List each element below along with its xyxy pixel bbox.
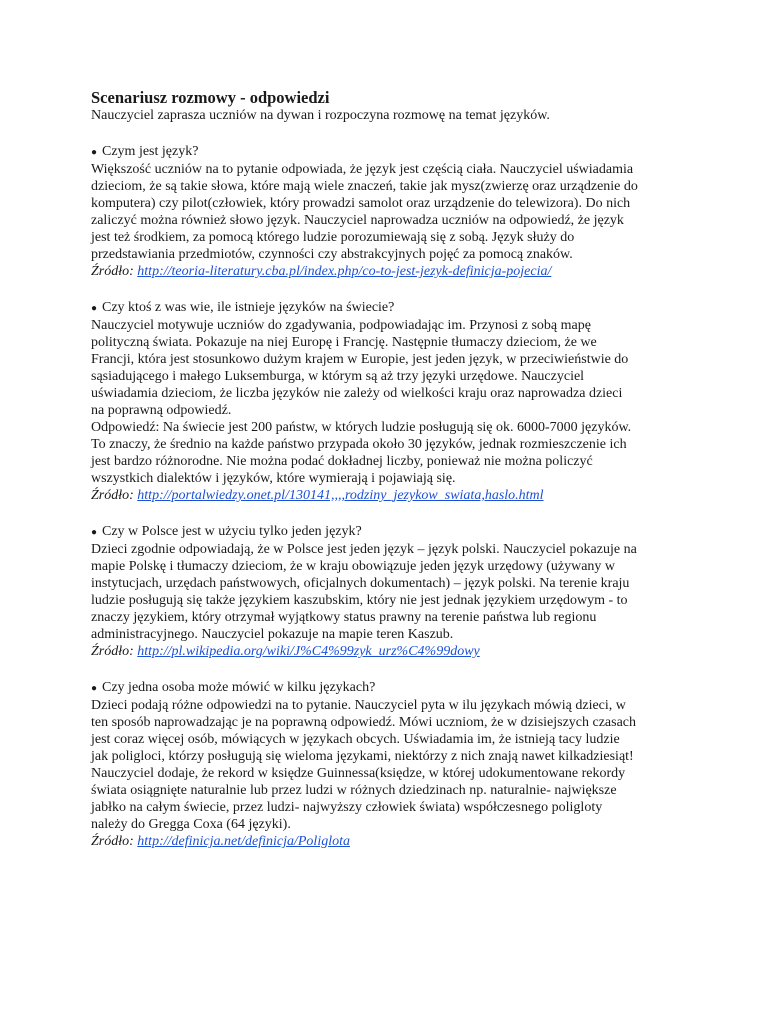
document-title: Scenariusz rozmowy - odpowiedzi (91, 88, 330, 107)
answer-paragraph-2: Odpowiedź: Na świecie jest 200 państw, w których ludzie posługują się ok. 6000-7000 języków. To znaczy, że średnio na każde państwo przypada około 30 języków, jednak rozmieszczenie ich jest bardzo różnorodne. Nie można podać dokładnej liczby, ponieważ nie można policzyć wszystkich dialektów i języków, które wymierają i pojawiają się. (91, 420, 632, 486)
source-line (91, 643, 638, 660)
answer-paragraph: Większość uczniów na to pytanie odpowiada, że język jest częścią ciała. Nauczyciel uświadamia dzieciom, że są takie słowa, które mają wiele znaczeń, takie jak mysz(zwierzę oraz urządzenie do komputera) czy pilot(człowiek, który prowadzi samolot oraz urządzenie do telewizora). Do nich zaliczyć można również słowo język. Nauczyciel naprowadza uczniów na odpowiedź, że język jest też środkiem, za pomocą którego ludzie porozumiewają się z sobą. Język służy do przedstawiania przedmiotów, czynności czy abstrakcyjnych pojęć za pomocą znaków. (91, 162, 638, 262)
question-1 (91, 143, 638, 161)
question-2 (91, 299, 638, 317)
section-3 (91, 523, 638, 660)
question-text: Czy w Polsce jest w użyciu tylko jeden język? (102, 524, 362, 539)
source-label: Źródło: (91, 834, 134, 849)
source-label: Źródło: (91, 644, 134, 659)
source-line (91, 487, 638, 504)
question-3 (91, 523, 638, 541)
section-2 (91, 299, 638, 504)
question-4 (91, 679, 638, 697)
bullet-icon: ● (91, 527, 98, 538)
source-label: Źródło: (91, 488, 134, 503)
answer-paragraph: Dzieci zgodnie odpowiadają, że w Polsce jest jeden język – język polski. Nauczyciel pokazuje na mapie Polskę i tłumaczy dzieciom, że w kraju obowiązuje jeden język urzędowy (używany w instytucjach, urzędach państwowych, oficjalnych dokumentach) – język polski. Na terenie kraju ludzie posługują się także językiem kaszubskim, który nie jest jednak językiem urzędowym - to znaczy językiem, który otrzymał wyjątkowy status prawny na terenie państwa lub regionu administracyjnego. Nauczyciel pokazuje na mapie teren Kaszub. (91, 542, 637, 642)
section-4 (91, 679, 638, 850)
source-line (91, 263, 638, 280)
bullet-icon: ● (91, 147, 98, 158)
section-1 (91, 143, 638, 280)
question-text: Czy jedna osoba może mówić w kilku językach? (102, 680, 376, 695)
source-link[interactable]: http://teoria-literatury.cba.pl/index.php/co-to-jest-jezyk-definicja-pojecia/ (137, 264, 552, 279)
answer-paragraph: Nauczyciel motywuje uczniów do zgadywania, podpowiadając im. Przynosi z sobą mapę polityczną świata. Pokazuje na niej Europę i Francję. Następnie tłumaczy dzieciom, że we Francji, która jest stosunkowo dużym krajem w Europie, jest jeden język, w przeciwieństwie do sąsiadującego i małego Luksemburga, w którym są aż trzy języki urzędowe. Nauczyciel uświadamia dzieciom, że liczba języków nie zależy od wielkości kraju oraz naprowadza dzieci na poprawną odpowiedź. (91, 318, 629, 418)
bullet-icon: ● (91, 303, 98, 314)
answer-paragraph: Dzieci podają różne odpowiedzi na to pytanie. Nauczyciel pyta w ilu językach mówią dzieci, w ten sposób naprowadzając je na poprawną odpowiedź. Mówi uczniom, że w dzisiejszych czasach jest coraz więcej osób, mówiących w językach obcych. Uświadamia im, że istnieją tacy ludzie jak poligloci, którzy posługują się wieloma językami, niektórzy z nich znają nawet kilkadziesiąt! Nauczyciel dodaje, że rekord w księdze Guinnessa(księdze, w której udokumentowane rekordy świata osiągnięte naturalnie lub przez ludzi w różnych dziedzinach np. naturalnie- największe jabłko na całym świecie, przez ludzi- najwyższy człowiek świata) współczesnego poligloty należy do Gregga Coxa (64 języki). (91, 698, 637, 832)
bullet-icon: ● (91, 683, 98, 694)
question-text: Czym jest język? (102, 144, 199, 159)
question-text: Czy ktoś z was wie, ile istnieje języków na świecie? (102, 300, 395, 315)
source-link[interactable]: http://definicja.net/definicja/Poliglota (137, 834, 350, 849)
source-link[interactable]: http://portalwiedzy.onet.pl/130141,,,,rodziny_jezykow_swiata,haslo.html (137, 488, 544, 503)
source-link[interactable]: http://pl.wikipedia.org/wiki/J%C4%99zyk_urz%C4%99dowy (137, 644, 480, 659)
source-line (91, 833, 638, 850)
intro-paragraph: Nauczyciel zaprasza uczniów na dywan i rozpoczyna rozmowę na temat języków. (91, 108, 550, 123)
source-label: Źródło: (91, 264, 134, 279)
